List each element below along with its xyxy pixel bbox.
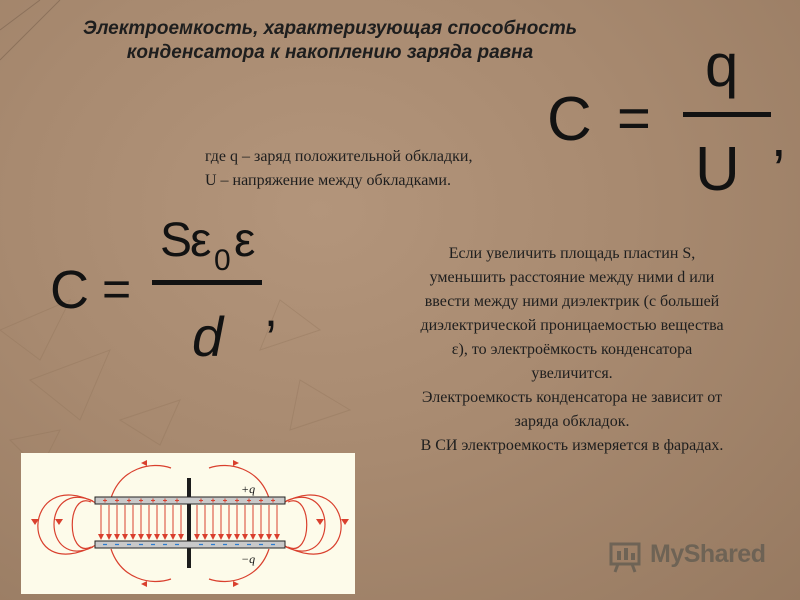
variable-definitions <box>205 145 565 193</box>
myshared-logo-icon <box>608 538 644 574</box>
watermark-text: MyShared <box>650 540 766 568</box>
formula2-fraction-bar <box>152 280 262 285</box>
title-line-2: конденсатора к накоплению заряда равна <box>126 42 534 63</box>
description-line: ε), то электроёмкость конденсатора <box>451 341 693 358</box>
negative-plate <box>95 541 285 548</box>
definition-q: где q – заряд положительной обкладки, <box>205 148 473 165</box>
positive-plate <box>95 497 285 504</box>
formula2-comma: , <box>264 281 278 337</box>
plate-capacitance-formula <box>48 208 288 368</box>
capacitance-description <box>372 242 772 458</box>
description-line: В СИ электроемкость измеряется в фарадах. <box>420 437 724 454</box>
formula1-numerator: q <box>705 40 739 99</box>
description-line: уменьшить расстояние между ними d или <box>429 269 715 286</box>
formula2-lhs: C <box>50 260 89 320</box>
formula2-num-eps2: ε <box>234 214 256 267</box>
formula2-denominator: d <box>192 305 224 368</box>
formula1-denominator: U <box>695 135 740 200</box>
formula1-fraction-bar <box>683 112 771 117</box>
formula1-comma: , <box>771 105 787 168</box>
formula2-num-eps: ε <box>190 214 212 267</box>
positive-charge-label: +q <box>241 482 256 496</box>
description-line: ввести между ними диэлектрик (с большей <box>424 293 720 310</box>
definition-u: U – напряжение между обкладками. <box>205 172 451 189</box>
description-line: диэлектрической проницаемостью вещества <box>420 317 724 334</box>
myshared-watermark <box>608 536 778 574</box>
capacitance-formula <box>545 40 795 200</box>
formula2-equals: = <box>102 261 132 317</box>
formula2-num-s: S <box>160 214 193 267</box>
description-line: Если увеличить площадь пластин S, <box>448 245 696 262</box>
separator-rod <box>187 478 191 568</box>
negative-charge-label: −q <box>241 552 256 566</box>
formula1-lhs: C <box>547 85 592 154</box>
formula1-equals: = <box>617 86 651 151</box>
description-line: заряда обкладок. <box>514 413 630 430</box>
capacitor-field-diagram <box>21 453 355 594</box>
description-line: Электроемкость конденсатора не зависит от <box>421 389 723 406</box>
title-line-1: Электроемкость, характеризующая способность <box>82 18 578 39</box>
slide-title <box>40 17 620 65</box>
formula2-num-subscript: 0 <box>214 244 231 277</box>
description-line: увеличится. <box>531 365 613 382</box>
